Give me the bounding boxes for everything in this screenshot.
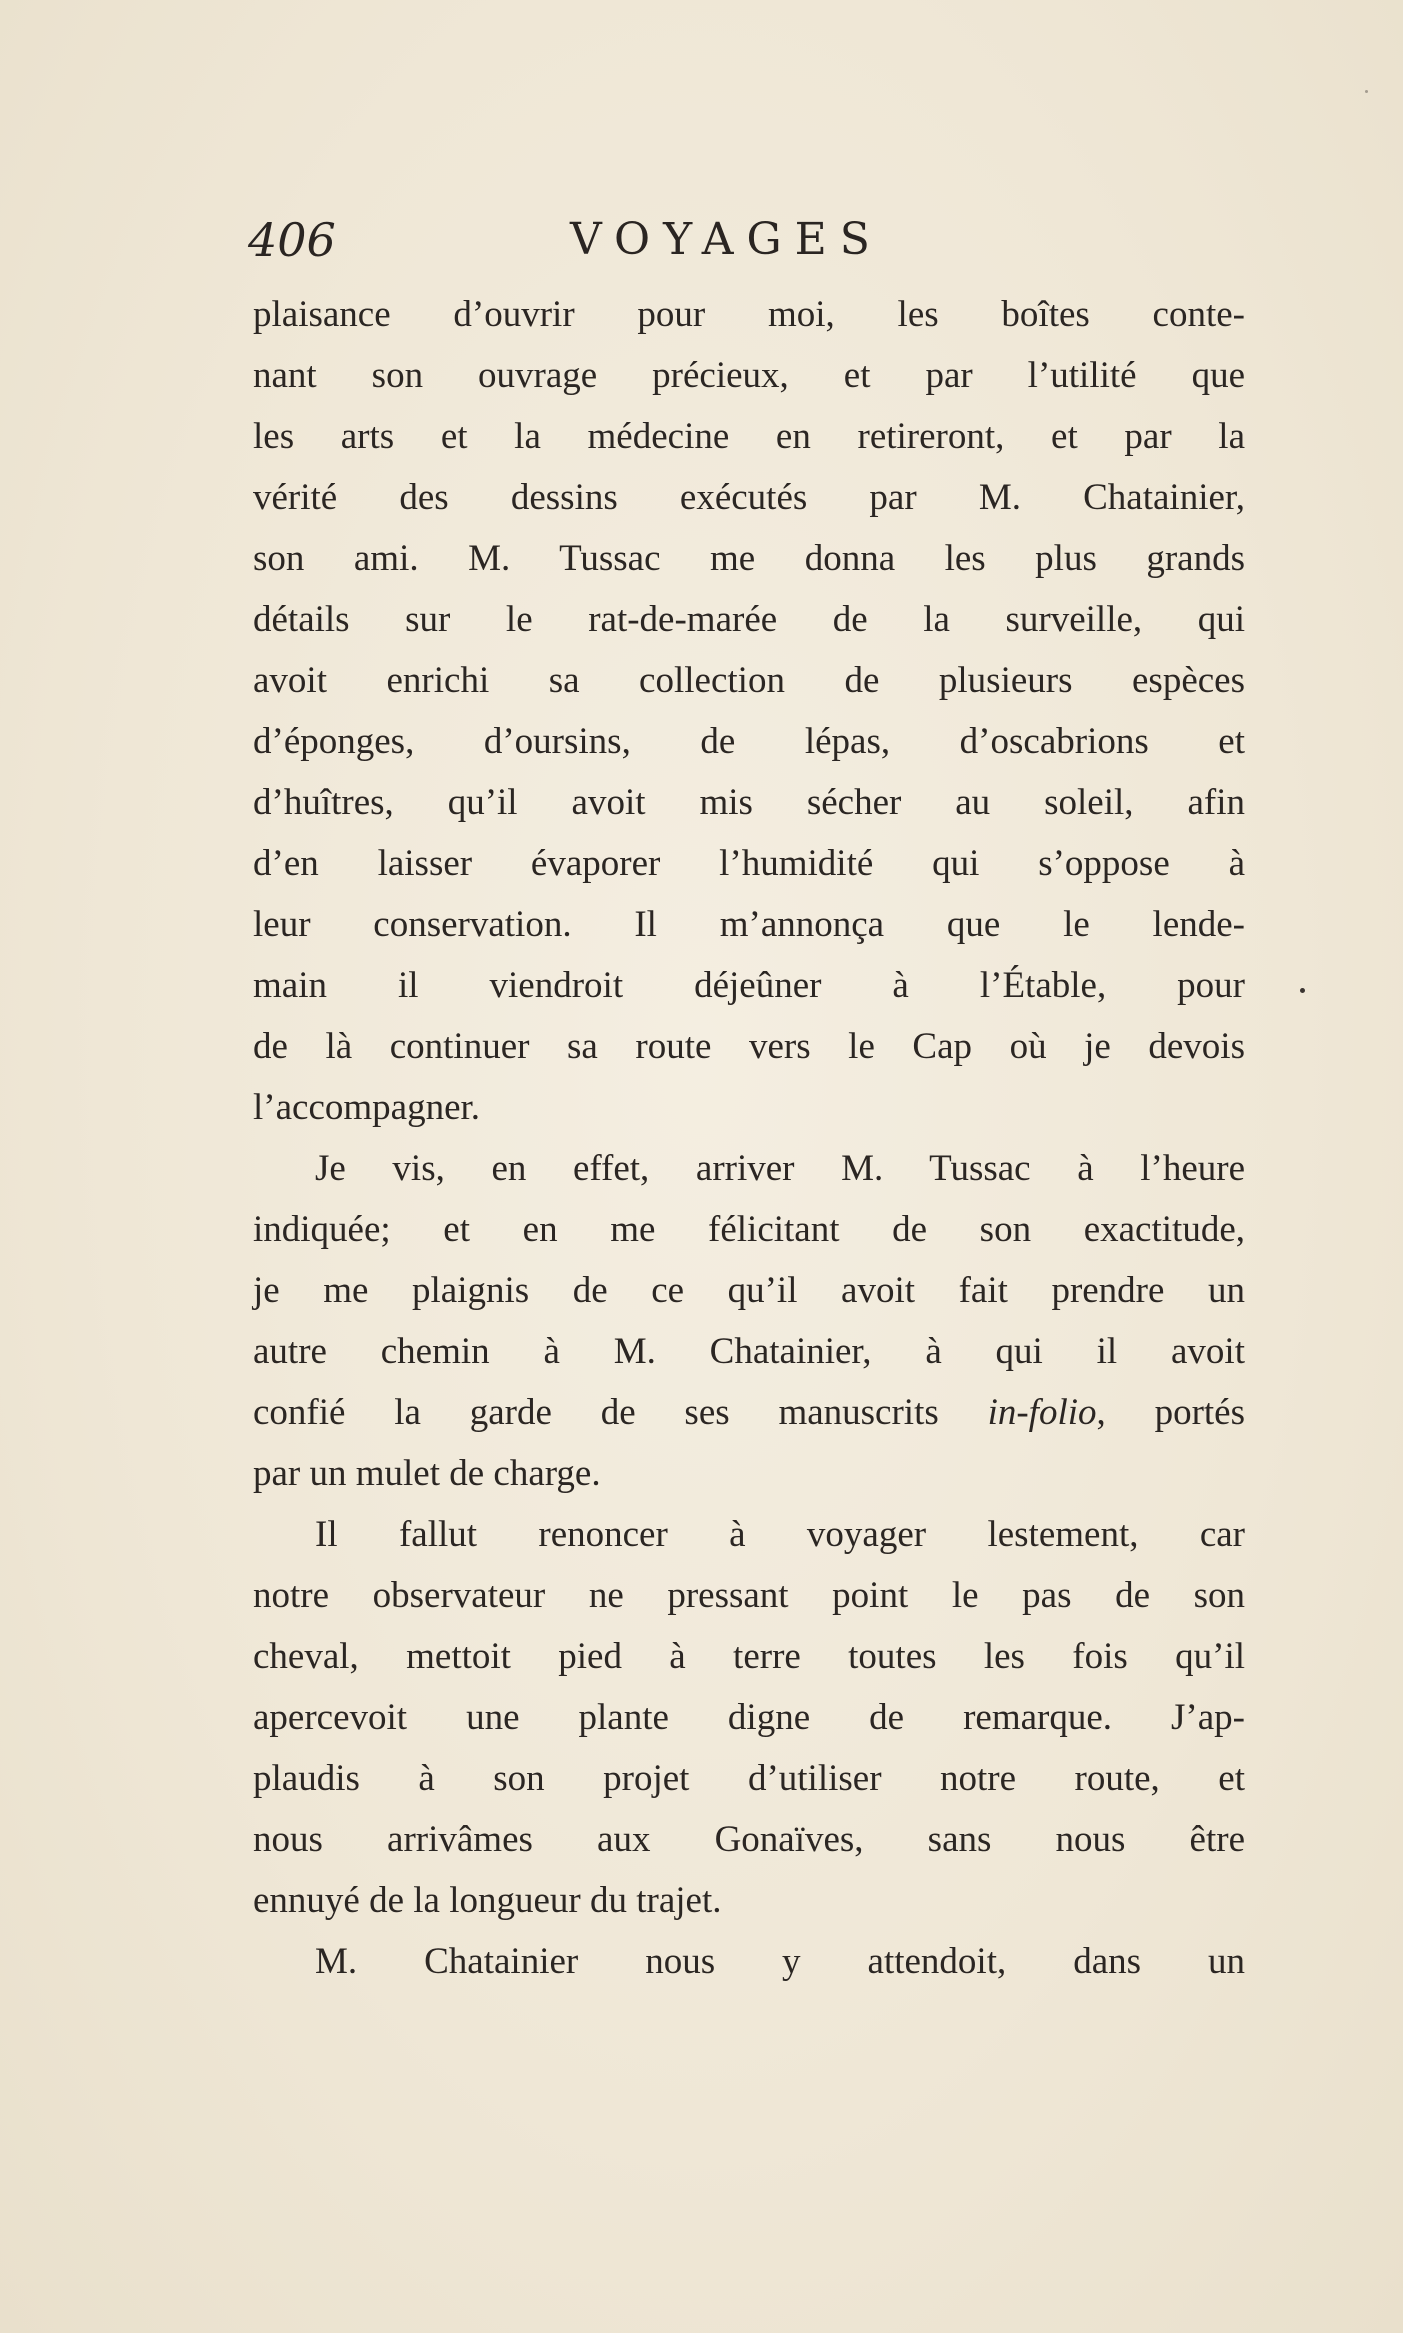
text-line: par un mulet de charge.	[253, 1453, 601, 1494]
text-line: les arts et la médecine en retireront, et par la	[253, 416, 1245, 457]
text-line: autre chemin à M. Chatainier, à qui il avoit	[253, 1331, 1245, 1372]
text-line: nous arrivâmes aux Gonaïves, sans nous être	[253, 1819, 1245, 1860]
page-number: 406	[248, 213, 336, 267]
text-line: leur conservation. Il m’annonça que le lende-	[253, 904, 1245, 945]
paragraph-start-line: Il fallut renoncer à voyager lestement, car	[315, 1514, 1245, 1555]
text-line: avoit enrichi sa collection de plusieurs espèces	[253, 660, 1245, 701]
text-line: nant son ouvrage précieux, et par l’utilité que	[253, 355, 1245, 396]
text-line: d’huîtres, qu’il avoit mis sécher au soleil, afin	[253, 782, 1245, 823]
ink-speck	[1300, 988, 1305, 993]
text-line: détails sur le rat-de-marée de la surveille, qui	[253, 599, 1245, 640]
text-line: vérité des dessins exécutés par M. Chatainier,	[253, 477, 1245, 518]
text-line: d’éponges, d’oursins, de lépas, d’oscabrions et	[253, 721, 1245, 762]
text-segment: confié la garde de ses manuscrits	[253, 1392, 939, 1433]
running-title: VOYAGES	[570, 214, 883, 265]
paragraph-start-line: M. Chatainier nous y attendoit, dans un	[315, 1941, 1245, 1982]
text-line: d’en laisser évaporer l’humidité qui s’oppose à	[253, 843, 1245, 884]
text-line: main il viendroit déjeûner à l’Étable, pour	[253, 965, 1245, 1006]
text-line: plaisance d’ouvrir pour moi, les boîtes conte-	[253, 294, 1245, 335]
text-line: son ami. M. Tussac me donna les plus grands	[253, 538, 1245, 579]
text-line-with-italic	[253, 1382, 1245, 1443]
text-line: plaudis à son projet d’utiliser notre route, et	[253, 1758, 1245, 1799]
text-line: cheval, mettoit pied à terre toutes les fois qu’il	[253, 1636, 1245, 1677]
text-line: l’accompagner.	[253, 1087, 481, 1128]
body-text	[253, 284, 1245, 1992]
italic-term: in-folio	[987, 1392, 1097, 1433]
running-head	[248, 205, 928, 275]
text-line: apercevoit une plante digne de remarque. J’ap-	[253, 1697, 1245, 1738]
paragraph-start-line: Je vis, en effet, arriver M. Tussac à l’heure	[315, 1148, 1245, 1189]
text-segment: , portés	[1096, 1392, 1246, 1433]
text-line: notre observateur ne pressant point le pas de son	[253, 1575, 1245, 1616]
text-line: de là continuer sa route vers le Cap où je devois	[253, 1026, 1245, 1067]
text-line: ennuyé de la longueur du trajet.	[253, 1880, 722, 1921]
text-line: je me plaignis de ce qu’il avoit fait prendre un	[253, 1270, 1245, 1311]
ink-speck	[1365, 90, 1368, 93]
text-line: indiquée; et en me félicitant de son exactitude,	[253, 1209, 1245, 1250]
